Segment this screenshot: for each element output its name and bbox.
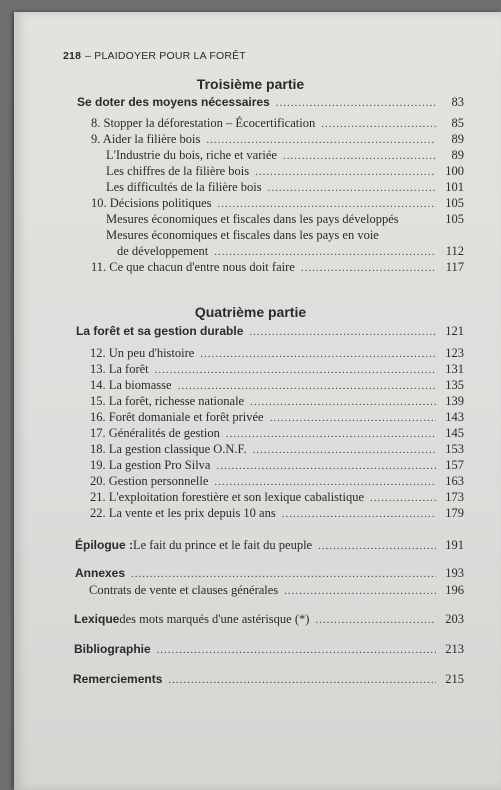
toc-section-title: La forêt et sa gestion durable (76, 324, 244, 338)
toc-entry (91, 116, 464, 132)
toc-page-number: 105 (445, 212, 464, 226)
toc-subentry (106, 212, 464, 227)
dot-leader (268, 181, 436, 196)
toc-page-number: 117 (445, 260, 464, 274)
toc-entry (90, 442, 464, 458)
toc-entry (91, 196, 464, 212)
toc-page-number: 215 (445, 672, 464, 686)
dot-leader (253, 443, 436, 458)
toc-subentry-continuation (117, 244, 464, 260)
dot-leader (216, 459, 436, 474)
toc-entry (90, 490, 464, 506)
toc-page-number: 179 (445, 506, 464, 520)
header-title: – PLAIDOYER POUR LA FORÊT (85, 50, 246, 62)
toc-section-title: Se doter des moyens nécessaires (77, 95, 270, 109)
toc-page-number: 101 (445, 180, 464, 194)
toc-entry-title: 18. La gestion classique O.N.F. (90, 442, 247, 456)
dot-leader (178, 379, 436, 394)
toc-entry (90, 506, 464, 522)
toc-entry (90, 410, 464, 426)
dot-leader (370, 491, 436, 506)
toc-entry (91, 260, 464, 276)
dot-leader (214, 245, 436, 260)
toc-section (76, 324, 464, 340)
toc-entry-title: L'Industrie du bois, riche et variée (106, 148, 277, 162)
dot-leader (168, 673, 436, 688)
toc-entry-title: 10. Décisions politiques (91, 196, 212, 210)
dot-leader (321, 117, 436, 132)
toc-entry-title: 22. La vente et les prix depuis 10 ans (90, 506, 276, 520)
toc-page-number: 157 (445, 458, 464, 472)
toc-entry-title: 15. La forêt, richesse nationale (90, 394, 245, 408)
toc-page-number: 112 (445, 244, 464, 258)
toc-page-number: 121 (445, 324, 464, 338)
toc-page-number: 100 (445, 164, 464, 178)
toc-entry (90, 378, 464, 394)
dot-leader (318, 539, 436, 554)
toc-entry-title: 20. Gestion personnelle (90, 474, 209, 488)
dot-leader (249, 325, 436, 340)
toc-page-number: 153 (445, 442, 464, 456)
toc-epilogue-label: Épilogue : (75, 538, 133, 552)
toc-subentry-line: Mesures économiques et fiscales dans les pays en voie (106, 228, 379, 242)
dot-leader (283, 149, 436, 164)
toc-page-number: 83 (451, 95, 464, 109)
toc-entry-title: 13. La forêt (90, 362, 149, 376)
toc-subentry (106, 148, 464, 164)
toc-entry-title: Les difficultés de la filière bois (106, 180, 262, 194)
toc-entry (91, 132, 464, 148)
header-page-number: 218 (63, 50, 82, 62)
dot-leader (270, 411, 436, 426)
dot-leader (155, 363, 436, 378)
toc-page-number: 85 (451, 116, 464, 130)
toc-subentry (106, 164, 464, 180)
toc-page-number: 139 (445, 394, 464, 408)
toc-page-number: 193 (445, 566, 464, 580)
dot-leader (206, 133, 436, 148)
toc-entry-title: Contrats de vente et clauses générales (89, 583, 279, 597)
toc-page-number: 135 (445, 378, 464, 392)
toc-entry-title: Les chiffres de la filière bois (106, 164, 250, 178)
dot-leader (200, 347, 436, 362)
part-title-fourth: Quatrième partie (194, 304, 307, 320)
toc-entry (90, 458, 464, 474)
toc-page-number: 213 (445, 642, 464, 656)
toc-lexique (74, 612, 464, 628)
toc-entry-title: 21. L'exploitation forestière et son lexique cabalistique (90, 490, 365, 504)
toc-section-title: Bibliographie (74, 642, 151, 656)
toc-entry (90, 394, 464, 410)
dot-leader (157, 643, 436, 658)
toc-entry-title: 9. Aider la filière bois (91, 132, 201, 146)
toc-page-number: 203 (445, 612, 464, 626)
toc-entry-title: 16. Forêt domaniale et forêt privée (90, 410, 264, 424)
toc-section-title: Annexes (75, 566, 126, 580)
dot-leader (255, 165, 436, 180)
toc-lexique-label: Lexique (74, 612, 120, 626)
toc-entry-title: Le fait du prince et le fait du peuple (133, 538, 313, 552)
toc-page-number: 105 (445, 196, 464, 210)
toc-entry-title: 12. Un peu d'histoire (90, 346, 195, 360)
toc-section (77, 95, 464, 111)
toc-page-number: 173 (445, 490, 464, 504)
toc-entry-title: de développement (117, 244, 209, 258)
toc-entry (90, 426, 464, 442)
dot-leader (226, 427, 436, 442)
toc-remerciements (73, 672, 464, 688)
toc-page-number: 145 (445, 426, 464, 440)
dot-leader (315, 613, 436, 628)
toc-page-number: 131 (445, 362, 464, 376)
toc-entry-title: 11. Ce que chacun d'entre nous doit faire (91, 260, 295, 274)
toc-page-number: 196 (445, 583, 464, 597)
toc-entry (90, 346, 464, 362)
dot-leader (250, 395, 436, 410)
dot-leader (276, 96, 436, 111)
toc-entry-title: Mesures économiques et fiscales dans les pays développés (106, 212, 399, 226)
dot-leader (217, 197, 436, 212)
toc-epilogue (75, 538, 464, 554)
dot-leader (301, 261, 436, 276)
part-title-third: Troisième partie (196, 76, 305, 92)
toc-page-number: 191 (445, 538, 464, 552)
toc-entry-title: 19. La gestion Pro Silva (90, 458, 211, 472)
dot-leader (284, 584, 436, 599)
toc-page-number: 163 (445, 474, 464, 488)
toc-section-title: Remerciements (73, 672, 163, 686)
toc-page-number: 89 (451, 132, 464, 146)
toc-annexes (75, 566, 464, 582)
toc-entry-title: 8. Stopper la déforestation – Écocertification (91, 116, 316, 130)
dot-leader (282, 507, 436, 522)
toc-subentry (89, 583, 464, 599)
toc-bibliographie (74, 642, 464, 658)
toc-page-number: 123 (445, 346, 464, 360)
toc-subentry (106, 180, 464, 196)
dot-leader (131, 567, 436, 582)
toc-page-number: 89 (451, 148, 464, 162)
toc-entry-title: 17. Généralités de gestion (90, 426, 220, 440)
toc-entry-title: des mots marqués d'une astérisque (*) (119, 612, 310, 626)
toc-page-number: 143 (445, 410, 464, 424)
running-header (63, 50, 246, 62)
toc-entry-title: 14. La biomasse (90, 378, 172, 392)
toc-entry (90, 474, 464, 490)
dot-leader (214, 475, 436, 490)
toc-entry (90, 362, 464, 378)
